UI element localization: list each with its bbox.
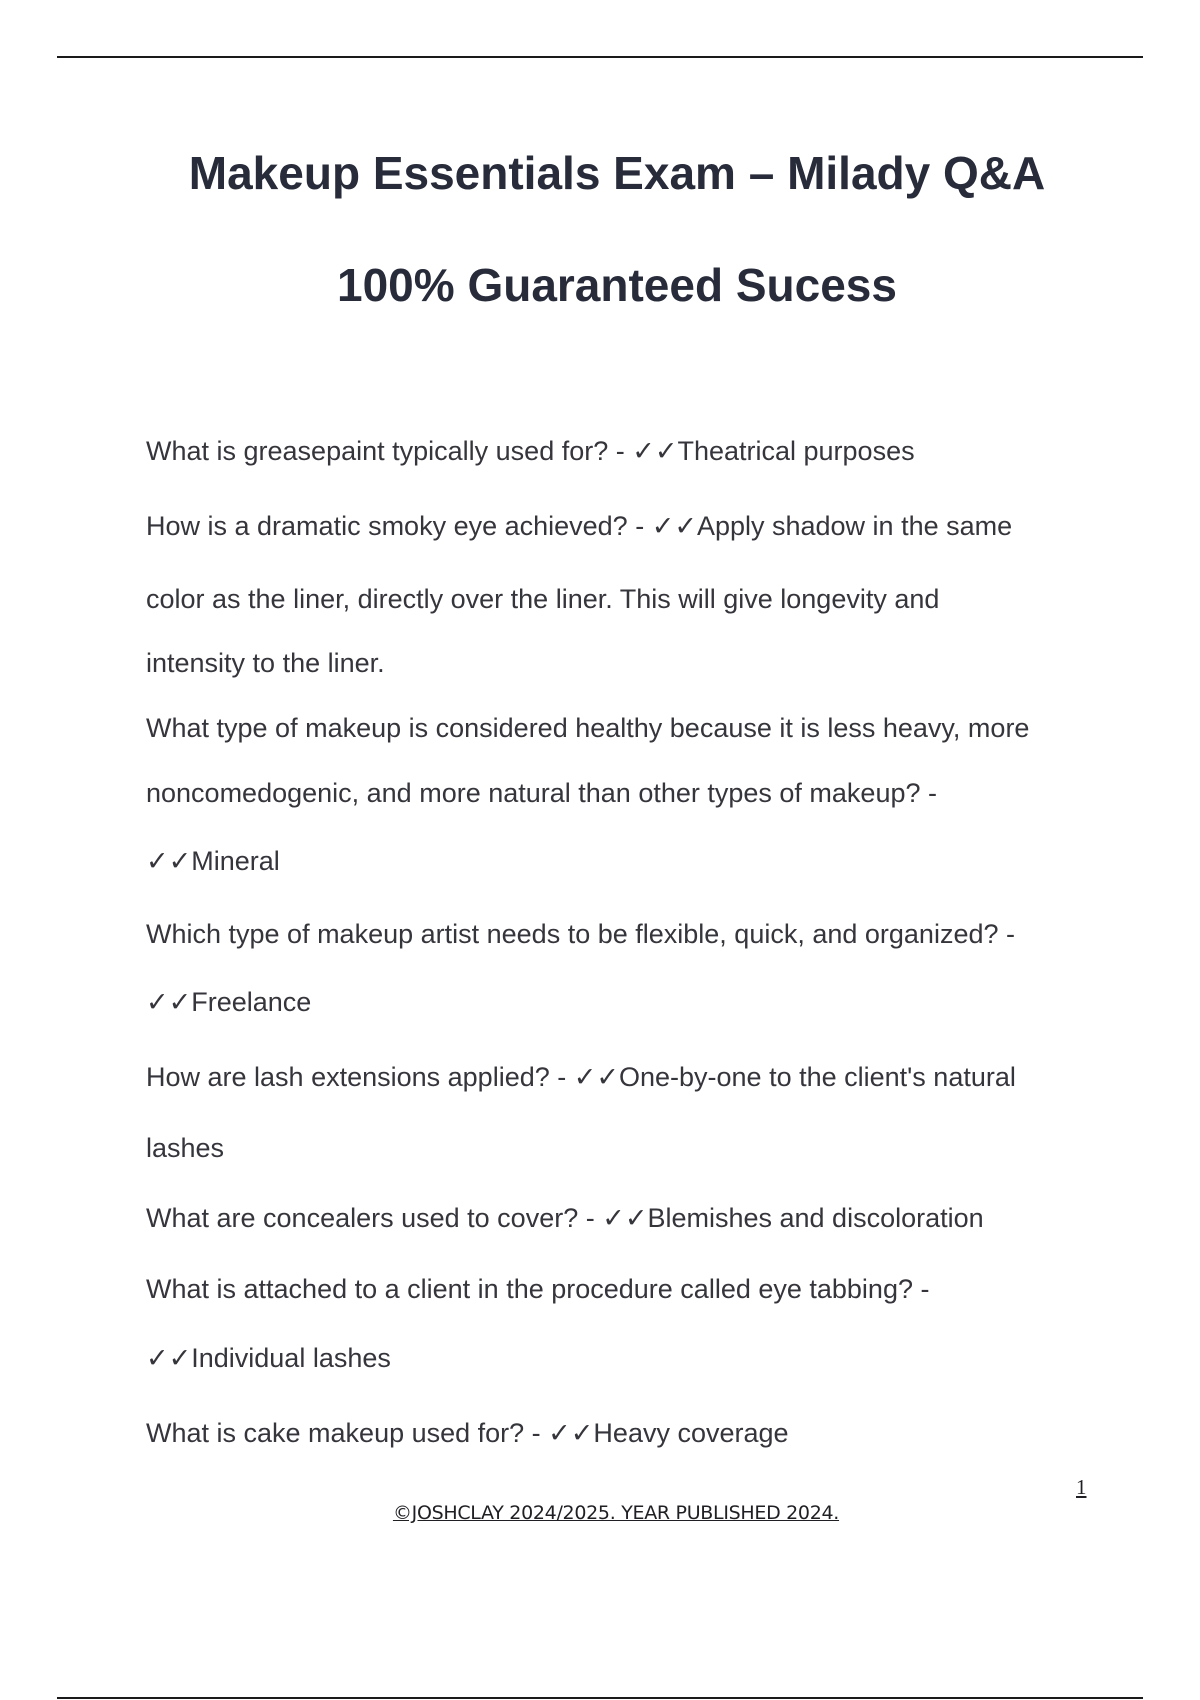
qa-line: color as the liner, directly over the liner. This will give longevity and bbox=[146, 584, 940, 614]
qa-line: What is cake makeup used for? - ✓✓Heavy coverage bbox=[146, 1418, 789, 1448]
qa-line: noncomedogenic, and more natural than other types of makeup? - bbox=[146, 778, 937, 808]
copyright-footer: ©JOSHCLAY 2024/2025. YEAR PUBLISHED 2024. bbox=[392, 1502, 840, 1524]
document-title: Makeup Essentials Exam – Milady Q&A bbox=[188, 147, 1046, 199]
qa-line: What are concealers used to cover? - ✓✓Blemishes and discoloration bbox=[146, 1203, 984, 1233]
qa-line: Which type of makeup artist needs to be flexible, quick, and organized? - bbox=[146, 919, 1015, 949]
qa-line: ✓✓Freelance bbox=[146, 987, 312, 1017]
page-number: 1 bbox=[1076, 1475, 1087, 1499]
bottom-rule bbox=[57, 1697, 1143, 1699]
qa-line: What is attached to a client in the procedure called eye tabbing? - bbox=[146, 1274, 930, 1304]
qa-line: How is a dramatic smoky eye achieved? - ✓✓Apply shadow in the same bbox=[146, 511, 1013, 541]
qa-line: lashes bbox=[146, 1133, 225, 1163]
qa-line: What type of makeup is considered healthy because it is less heavy, more bbox=[146, 713, 1030, 743]
qa-line: intensity to the liner. bbox=[146, 648, 385, 678]
top-rule bbox=[57, 56, 1143, 58]
document-subtitle: 100% Guaranteed Sucess bbox=[337, 259, 897, 311]
qa-line: ✓✓Mineral bbox=[146, 846, 280, 876]
qa-line: How are lash extensions applied? - ✓✓One-by-one to the client's natural bbox=[146, 1062, 1016, 1092]
qa-line: What is greasepaint typically used for? - ✓✓Theatrical purposes bbox=[146, 436, 915, 466]
qa-line: ✓✓Individual lashes bbox=[146, 1343, 391, 1373]
